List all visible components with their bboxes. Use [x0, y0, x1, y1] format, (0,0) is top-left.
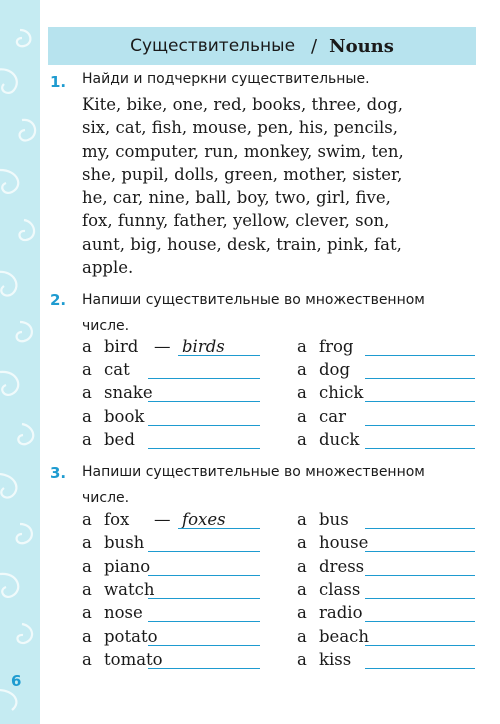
answer-blank-line[interactable] [148, 401, 260, 402]
article: a [82, 510, 92, 529]
answer-blank-line[interactable] [365, 668, 475, 669]
exercise-row [297, 627, 475, 650]
article: a [297, 556, 307, 576]
answer-underline [178, 355, 260, 356]
answer-blank-line[interactable] [365, 598, 475, 599]
exercise-row [297, 533, 475, 556]
noun: chick [319, 383, 364, 403]
answer-blank-line[interactable] [365, 645, 475, 646]
exercise-1-number: 1. [50, 73, 67, 91]
article: a [297, 510, 307, 529]
example-answer: birds [182, 337, 225, 356]
noun: tomato [104, 649, 163, 669]
exercise-row [297, 430, 475, 453]
article: a [82, 533, 92, 553]
exercise-row [297, 603, 475, 626]
exercise-2-number: 2. [50, 291, 67, 309]
answer-blank-line[interactable] [148, 551, 260, 552]
exercise-1-word-list [82, 93, 482, 279]
word-line: he, car, nine, ball, boy, two, girl, five, [82, 188, 391, 208]
exercise-row [297, 360, 475, 383]
exercise-2-instruction-line1: Напиши существительные во множественном [82, 292, 425, 308]
word-line: Kite, bike, one, red, books, three, dog, [82, 95, 403, 114]
title-english: Nouns [329, 35, 394, 57]
answer-blank-line[interactable] [148, 668, 260, 669]
exercise-row [82, 337, 260, 360]
answer-blank-line[interactable] [148, 645, 260, 646]
example-answer: foxes [182, 510, 226, 529]
answer-blank-line[interactable] [148, 448, 260, 449]
article: a [82, 406, 92, 426]
answer-blank-line[interactable] [365, 621, 475, 622]
answer-blank-line[interactable] [365, 448, 475, 449]
noun: beach [319, 626, 370, 646]
exercise-row [82, 533, 260, 556]
answer-blank-line[interactable] [365, 551, 475, 552]
word-line: apple. [82, 258, 134, 278]
noun: radio [319, 603, 363, 623]
exercise-row [82, 627, 260, 650]
page-number: 6 [11, 672, 22, 690]
exercise-row [82, 557, 260, 580]
article: a [82, 626, 92, 646]
noun: bush [104, 533, 145, 553]
title-russian: Существительные [130, 36, 296, 56]
noun: cat [104, 360, 130, 380]
answer-blank-line[interactable] [365, 355, 475, 356]
noun: kiss [319, 649, 352, 669]
noun: duck [319, 429, 360, 449]
answer-blank-line[interactable] [365, 528, 475, 529]
exercise-3-instruction-line1: Напиши существительные во множественном [82, 464, 425, 480]
answer-blank-line[interactable] [365, 401, 475, 402]
noun: bed [104, 429, 135, 449]
title-bar [48, 27, 476, 65]
exercise-row [297, 337, 475, 360]
swirl-pattern-icon [0, 0, 40, 724]
word-line: my, computer, run, monkey, swim, ten, [82, 141, 404, 161]
word-line: six, cat, fish, mouse, pen, his, pencils, [82, 118, 399, 138]
decorative-border [0, 0, 40, 724]
noun: car [319, 406, 346, 426]
dash: — [154, 510, 171, 529]
answer-blank-line[interactable] [365, 378, 475, 379]
exercise-row [82, 430, 260, 453]
exercise-row [82, 650, 260, 673]
article: a [82, 360, 92, 380]
article: a [297, 626, 307, 646]
exercise-3-instruction-line2: числе. [82, 490, 130, 506]
article: a [297, 603, 307, 623]
exercise-row [297, 580, 475, 603]
exercise-row [82, 360, 260, 383]
noun: fox [104, 510, 130, 529]
noun: house [319, 533, 369, 553]
article: a [82, 383, 92, 403]
article: a [297, 337, 307, 356]
exercise-row [82, 407, 260, 430]
answer-underline [178, 528, 260, 529]
article: a [82, 649, 92, 669]
exercise-row [82, 603, 260, 626]
article: a [297, 429, 307, 449]
article: a [82, 337, 92, 356]
answer-blank-line[interactable] [365, 425, 475, 426]
noun: bus [319, 510, 349, 529]
exercise-row [82, 383, 260, 406]
word-line: she, pupil, dolls, green, mother, sister, [82, 164, 403, 184]
noun: class [319, 579, 361, 599]
noun: potato [104, 626, 158, 646]
noun: piano [104, 556, 151, 576]
answer-blank-line[interactable] [365, 575, 475, 576]
exercise-row [297, 557, 475, 580]
exercise-row [82, 580, 260, 603]
article: a [297, 649, 307, 669]
noun: bird [104, 337, 139, 356]
article: a [297, 533, 307, 553]
answer-blank-line[interactable] [148, 621, 260, 622]
article: a [297, 406, 307, 426]
answer-blank-line[interactable] [148, 575, 260, 576]
exercise-3-number: 3. [50, 464, 67, 482]
article: a [297, 383, 307, 403]
exercise-1-instruction: Найди и подчеркни существительные. [82, 71, 370, 87]
article: a [297, 360, 307, 380]
exercise-row [82, 510, 260, 533]
noun: book [104, 406, 145, 426]
exercise-row [297, 407, 475, 430]
noun: dress [319, 556, 365, 576]
noun: frog [319, 337, 354, 356]
exercise-2-instruction-line2: числе. [82, 318, 130, 334]
article: a [82, 603, 92, 623]
dash: — [154, 337, 171, 356]
article: a [297, 579, 307, 599]
exercise-row [297, 650, 475, 673]
article: a [82, 429, 92, 449]
noun: nose [104, 603, 143, 623]
exercise-row [297, 510, 475, 533]
exercise-row [297, 383, 475, 406]
noun: dog [319, 360, 351, 380]
answer-blank-line[interactable] [148, 378, 260, 379]
noun: snake [104, 383, 153, 403]
article: a [82, 556, 92, 576]
noun: watch [104, 579, 155, 599]
answer-blank-line[interactable] [148, 598, 260, 599]
article: a [82, 579, 92, 599]
word-line: fox, funny, father, yellow, clever, son, [82, 211, 390, 231]
title-separator: / [311, 35, 318, 57]
word-line: aunt, big, house, desk, train, pink, fat, [82, 234, 402, 254]
answer-blank-line[interactable] [148, 425, 260, 426]
